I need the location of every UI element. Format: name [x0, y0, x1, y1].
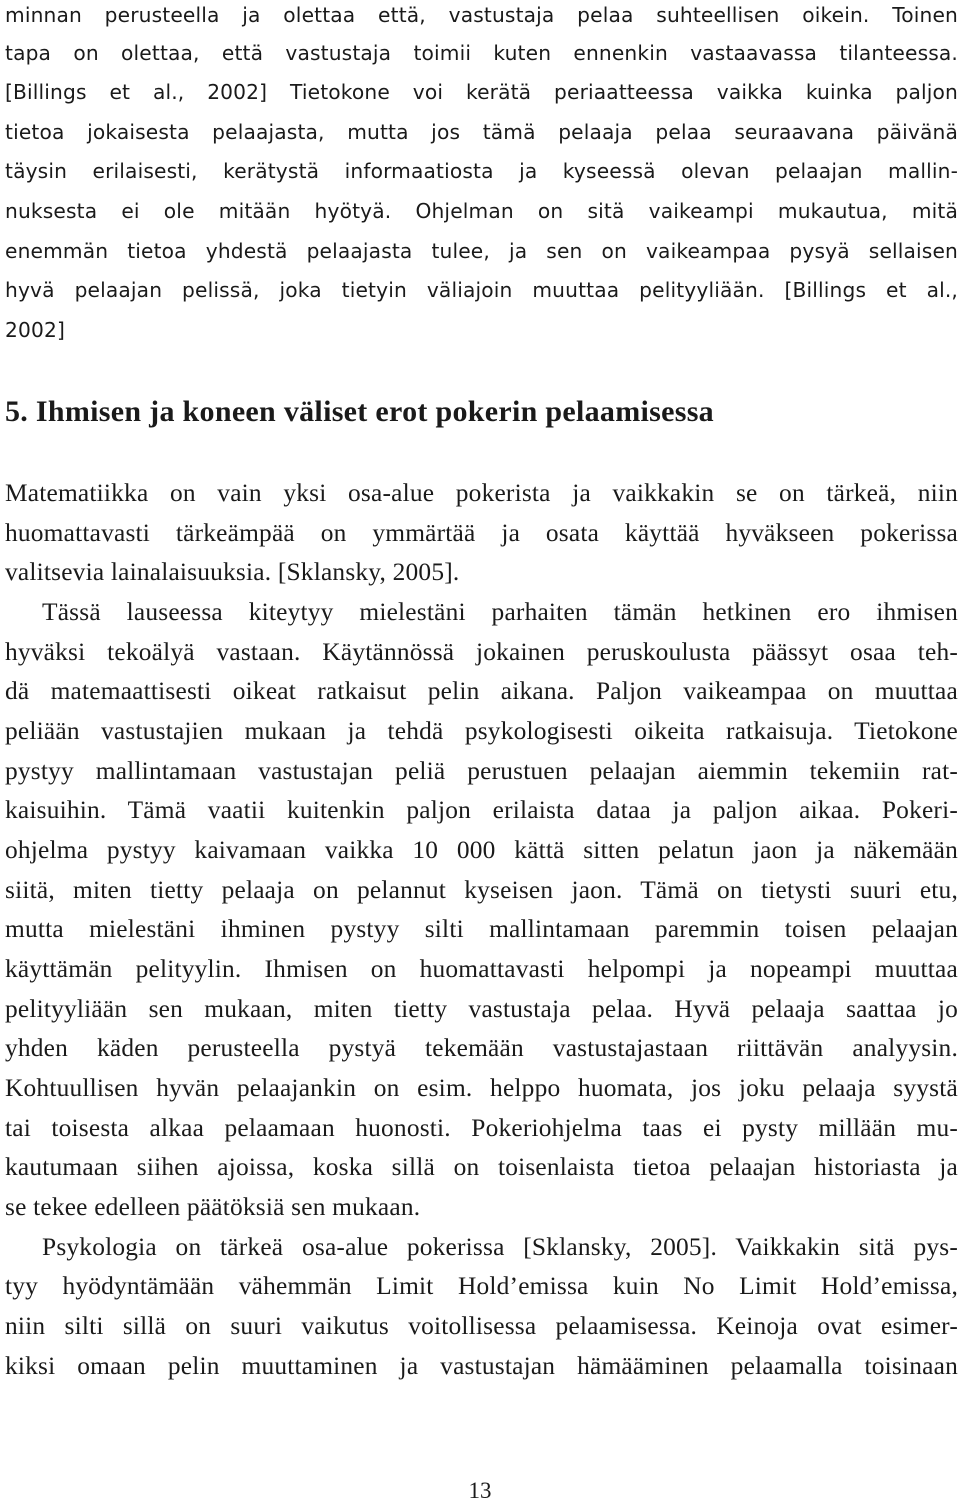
text-line: kaisuihin. Tämä vaatii kuitenkin paljon erilaista dataa ja paljon aikaa. Pokeri- [5, 796, 958, 824]
text-line: peliään vastustajien mukaan ja tehdä psykologisesti oikeita ratkaisuja. Tietokone [5, 717, 958, 745]
text-line: Psykologia on tärkeä osa-alue pokerissa [Sklansky, 2005]. Vaikkakin sitä pys- [42, 1233, 958, 1261]
text-line: tai toisesta alkaa pelaamaan huonosti. Pokeriohjelma taas ei pysty millään mu- [5, 1114, 958, 1142]
text-line: ohjelma pystyy kaivamaan vaikka 10 000 kättä sitten pelatun jaon ja näkemään [5, 836, 958, 864]
text-line: täysin erilaisesti, kerätystä informaatiosta ja kyseessä olevan pelaajan mallin- [5, 159, 958, 183]
text-line: tapa on olettaa, että vastustaja toimii kuten ennenkin vastaavassa tilanteessa. [5, 41, 958, 65]
text-line: enemmän tietoa yhdestä pelaajasta tulee, ja sen on vaikeampaa pysyä sellaisen [5, 239, 958, 263]
text-line: tietoa jokaisesta pelaajasta, mutta jos tämä pelaaja pelaa seuraavana päivänä [5, 120, 958, 144]
text-line: nuksesta ei ole mitään hyötyä. Ohjelman on sitä vaikeampi mukautua, mitä [5, 199, 958, 223]
text-line: yhden käden perusteella pystyä tekemään vastustajastaan riittävän analyysin. [5, 1034, 958, 1062]
text-line: mutta mielestäni ihminen pystyy silti mallintamaan paremmin toisen pelaajan [5, 915, 958, 943]
text-line: huomattavasti tärkeämpää on ymmärtää ja osata käyttää hyväkseen pokerissa [5, 519, 958, 547]
text-line: siitä, miten tietty pelaaja on pelannut kyseisen jaon. Tämä on tietysti suuri etu, [5, 876, 958, 904]
text-line: tyy hyödyntämään vähemmän Limit Hold’emissa kuin No Limit Hold’emissa, [5, 1272, 958, 1300]
text-line: Tässä lauseessa kiteytyy mielestäni parhaiten tämän hetkinen ero ihmisen [42, 598, 958, 626]
section-heading: 5. Ihmisen ja koneen väliset erot pokerin pelaamisessa [5, 395, 714, 428]
text-line: pystyy mallintamaan vastustajan peliä perustuen pelaajan aiemmin tekemiin rat- [5, 757, 958, 785]
text-line: valitsevia lainalaisuuksia. [Sklansky, 2005]. [5, 558, 460, 586]
text-line: Kohtuullisen hyvän pelaajankin on esim. helppo huomata, jos joku pelaaja syystä [5, 1074, 958, 1102]
text-line: kautumaan siihen ajoissa, koska sillä on toisenlaista tietoa pelaajan historiasta ja [5, 1153, 958, 1181]
text-line: Matematiikka on vain yksi osa-alue pokerista ja vaikkakin se on tärkeä, niin [5, 479, 958, 507]
text-line: hyvä pelaajan pelissä, joka tietyin väliajoin muuttaa pelityyliään. [Billings et al., [5, 278, 958, 302]
text-line: minnan perusteella ja olettaa että, vastustaja pelaa suhteellisen oikein. Toinen [5, 3, 958, 27]
text-line: niin silti sillä on suuri vaikutus voitollisessa pelaamisessa. Keinoja ovat esimer- [5, 1312, 958, 1340]
text-line: kiksi omaan pelin muuttaminen ja vastustajan hämääminen pelaamalla toisinaan [5, 1352, 958, 1380]
text-line: 2002] [5, 318, 66, 342]
text-line: dä matemaattisesti oikeat ratkaisut pelin aikana. Paljon vaikeampaa on muuttaa [5, 677, 958, 705]
text-line: pelityyliään sen mukaan, miten tietty vastustaja pelaa. Hyvä pelaaja saattaa jo [5, 995, 958, 1023]
text-line: käyttämän pelityylin. Ihmisen on huomattavasti helpompi ja nopeampi muuttaa [5, 955, 958, 983]
page-number: 13 [468, 1478, 492, 1503]
text-line: [Billings et al., 2002] Tietokone voi kerätä periaatteessa vaikka kuinka paljon [5, 80, 958, 104]
text-line: hyväksi tekoälyä vastaan. Käytännössä jokainen peruskoulusta päässyt osaa teh- [5, 638, 958, 666]
text-line: se tekee edelleen päätöksiä sen mukaan. [5, 1193, 421, 1221]
